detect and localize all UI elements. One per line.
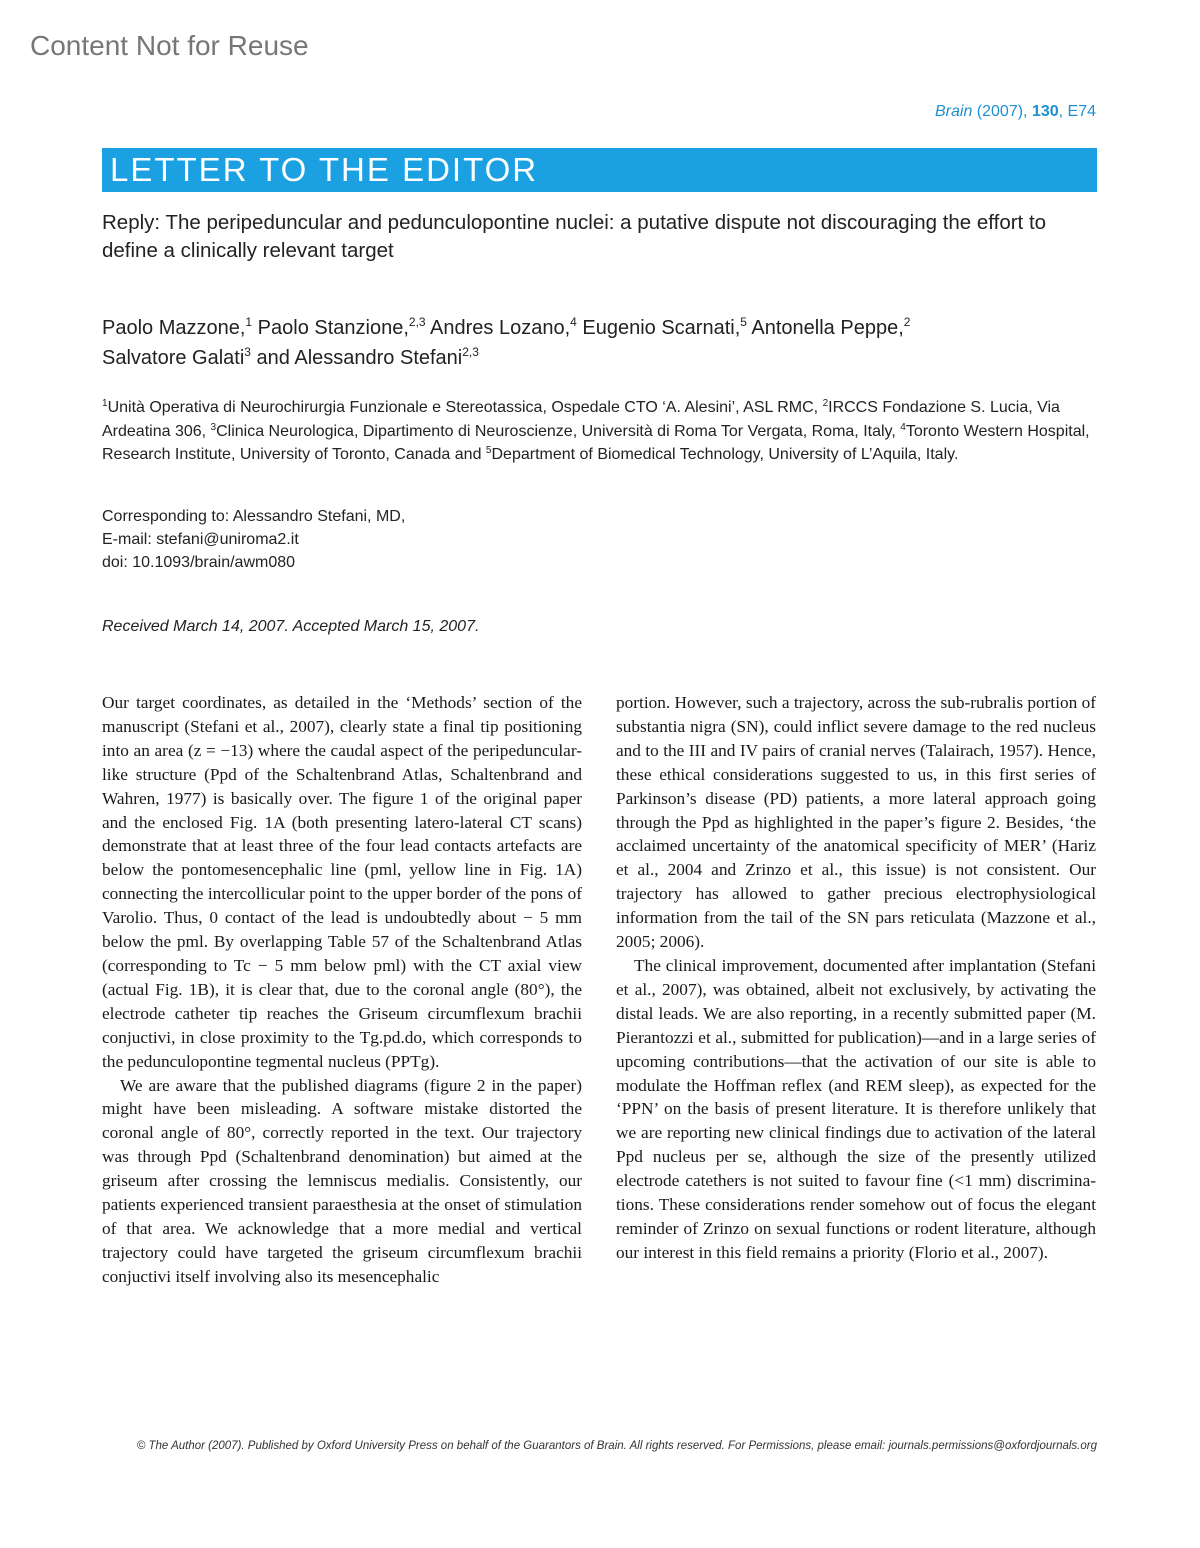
author-affiliation: 2 <box>903 315 911 329</box>
body-paragraph: portion. However, such a trajectory, across the sub-rubralis portion of substantia nigra (SN), could inflict severe damage to the red nucleus and to the III and IV pairs of cranial nerves (Talairach, 1957). Hence, these ethical considerations suggested to us, in this first series of Parkinson’s disease (PD) patients, a more lateral approach going through the Ppd as highlighted in the paper’s figure 2. Besides, ‘the acclaimed uncertainty of the anatomical specificity of MER’ (Hariz et al., 2004 and Zrinzo et al., this issue) is not consistent. Our trajectory has allowed to gather precious electrophysiological information from the tail of the SN pars reticulata (Mazzone et al., 2005; 2006). <box>616 693 1097 952</box>
body-column-right <box>616 691 1096 1265</box>
author-affiliation: 4 <box>570 315 577 329</box>
author-name: Paolo Mazzone, <box>102 317 246 339</box>
journal-name: Brain <box>934 103 973 120</box>
received-accepted-dates: Received March 14, 2007. Accepted March 15, 2007. <box>102 618 480 635</box>
affiliation-text: Clinica Neurologica, Dipartimento di Neuroscienze, Università di Roma Tor Vergata, Roma, Italy, <box>216 422 901 440</box>
affiliation-number: 5 <box>485 445 492 456</box>
citation-year: (2007), <box>972 103 1032 120</box>
author-list <box>102 313 1097 373</box>
author-name: and Alessandro Stefani <box>250 347 463 369</box>
affiliation-text: Unità Operativa di Neurochirurgia Funzionale e Stereotassica, Ospedale CTO ‘A. Alesini’, ASL RMC, <box>107 399 823 416</box>
author-name: Antonella Peppe, <box>746 317 904 339</box>
watermark: Content Not for Reuse <box>30 30 309 61</box>
affiliation-text: Department of Biomedical Technology, University of L’Aquila, Italy. <box>491 446 959 463</box>
body-column-left <box>102 691 582 1289</box>
affiliation-number: 1 <box>102 398 108 409</box>
author-affiliation: 3 <box>244 345 251 359</box>
correspondence-block <box>102 505 1097 574</box>
author-name: Eugenio Scarnati, <box>576 317 741 339</box>
section-banner <box>102 148 1097 192</box>
affiliation-number: 4 <box>900 421 906 433</box>
affiliation-number: 3 <box>210 421 217 433</box>
author-name: Andres Lozano, <box>425 317 571 339</box>
author-affiliation: 1 <box>245 315 253 329</box>
author-affiliation: 2,3 <box>408 315 426 329</box>
copyright-footer: © The Author (2007). Published by Oxford University Press on behalf of the Guarantors of Brain. All rights reserved. For Permissions, please email: journals.permissions@oxfordjournals.org <box>136 1440 1097 1452</box>
affiliation-text: Toronto Western Hospital, Research Institute, University of Toronto, Canada and <box>102 422 1090 463</box>
body-paragraph: The clinical improvement, documented after implantation (Stefani et al., 2007), was obtained, albeit not exclusively, by activating the distal leads. We are also reporting, in a recently submitted paper (M. Pierantozzi et al., submitted for publication)—and in a large series of upcoming contributions—that the activation of our site is able to modulate the Hoffman reflex (and REM sleep), as expected for the ‘PPN’ on the basis of present literature. It is therefore unlikely that we are reporting new clinical findings due to activation of the lateral Ppd nucleus per se, although the size of the presently utilized electrode catethers is not suited to favour fine (<1 mm) discriminations. These considerations render somehow out of focus the elegant reminder of Zrinzo on sexual functions or rodent literature, although our interest in this field remains a priority (Florio et al., 2007). <box>616 955 1096 1262</box>
affiliation-text: IRCCS Fondazione S. Lucia, Via Ardeatina 306, <box>102 399 1060 440</box>
citation-volume: 130 <box>1031 103 1059 120</box>
email-link[interactable]: E-mail: stefani@uniroma2.it <box>102 531 299 548</box>
citation-article: , E74 <box>1058 103 1096 120</box>
affiliation-number: 2 <box>822 398 829 409</box>
article-title: Reply: The peripeduncular and pedunculopontine nuclei: a putative dispute not discouraging the effort to define a clinically relevant target <box>102 211 1047 262</box>
doi: doi: 10.1093/brain/awm080 <box>102 554 296 571</box>
author-affiliation: 5 <box>740 315 747 329</box>
body-paragraph: Our target coordinates, as detailed in the ‘Methods’ section of the manuscript (Stefani et al., 2007), clearly state a final tip positioning into an area (z = −13) where the caudal aspect of the peripeduncular-like structure (Ppd of the Schaltenbrand Atlas, Schaltenbrand and Wahren, 1977) is basically over. The figure 1 of the original paper and the enclosed Fig. 1A (both presenting latero-lateral CT scans) demonstrate that at least three of the four lead contacts artefacts are below the pontomesencephalic line (pml, yellow line in Fig. 1A) connecting the intercollicular point to the upper border of the pons of Varolio. Thus, 0 contact of the lead is undoubtedly about − 5 mm below the pml. By overlapping Table 57 of the Schaltenbrand Atlas (corresponding to Tc − 5 mm below pml) with the CT axial view (actual Fig. 1B), it is clear that, due to the coronal angle (80°), the electrode catheter tip reaches the Griseum circumflexum brachii conjuctivi, in close proximity to the Tg.pd.do, which corresponds to the pedunculopontine tegmental nucleus (PPTg). <box>102 693 582 1071</box>
author-affiliation: 2,3 <box>462 345 479 359</box>
corresponding-author: Corresponding to: Alessandro Stefani, MD, <box>102 508 406 525</box>
author-name: Paolo Stanzione, <box>252 317 409 339</box>
journal-citation <box>935 103 1096 121</box>
body-paragraph: We are aware that the published diagrams (figure 2 in the paper) might have been misleading. A software mistake distorted the coronal angle of 80°, correctly reported in the text. Our trajectory was through Ppd (Schaltenbrand denomination) but aimed at the griseum after crossing the lemniscus medialis. Consistently, our patients experienced transient paraesthesia at the onset of stimulation of that area. We acknowledge that a more medial and vertical trajectory could have targeted the griseum circumflexum brachii conjuctivi itself involving also its mesencephalic <box>102 1075 582 1286</box>
author-name: Salvatore Galati <box>102 347 245 369</box>
affiliations <box>102 396 1097 467</box>
section-banner-label: LETTER TO THE EDITOR <box>110 151 539 188</box>
